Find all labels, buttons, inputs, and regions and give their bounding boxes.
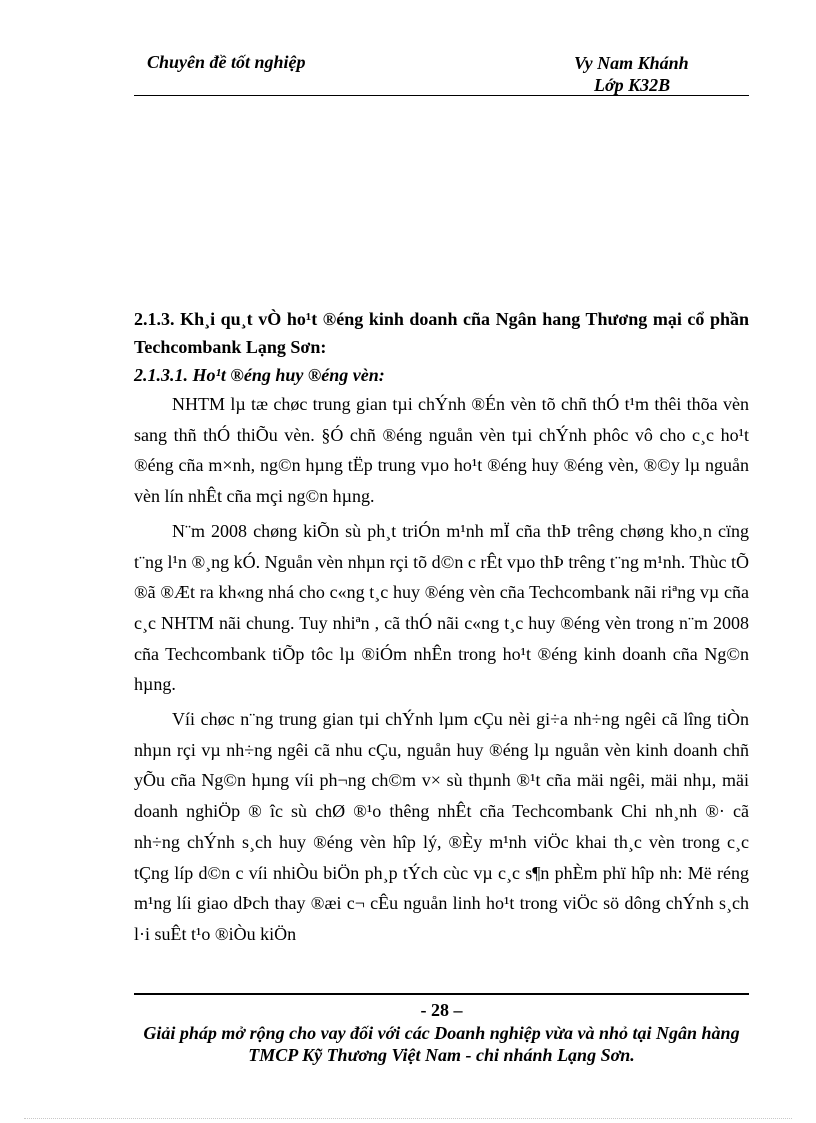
- page-bottom-dotted-line: [24, 1118, 792, 1119]
- header-author-name: Vy Nam Khánh: [574, 53, 689, 73]
- header-divider: [134, 95, 749, 96]
- footer-divider: [134, 993, 749, 995]
- page-footer: [134, 993, 749, 1066]
- page-number: - 28 –: [420, 1000, 463, 1020]
- page-content: [134, 305, 749, 954]
- header-report-type: Chuyên đề tốt nghiệp: [147, 52, 306, 72]
- header-class: Lớp K32B: [594, 75, 671, 95]
- header-author-block: [574, 52, 689, 96]
- footer-thesis-title: Giải pháp mở rộng cho vay đối với các Doanh nghiệp vừa và nhỏ tại Ngân hàng TMCP Kỹ Thương Việt Nam - chi nhánh Lạng Sơn.: [143, 1023, 740, 1065]
- body-paragraph: Víi chøc n¨ng trung gian tµi chÝnh lµm cÇu nèi gi÷a nh÷ng ngêi cã lîng tiÒn nhµn rçi vµ nh÷ng ngêi cã nhu cÇu, nguån huy ®éng lµ nguån vèn kinh doanh chñ yÕu cña Ng©n hµng víi ph¬ng ch©m v× sù thµnh ®¹t cña mäi ngêi, mäi nhµ, mäi doanh nghiÖp ® îc sù chØ ®¹o thêng nhÊt cña Techcombank Chi nh¸nh ®· cã nh÷ng chÝnh s¸ch huy ®éng vèn hîp lý, ®Èy m¹nh viÖc khai th¸c vèn trong c¸c tÇng líp d©n c víi nhiÒu biÖn ph¸p tÝch cùc vµ c¸c s¶n phÈm phï hîp nh: Më réng m¹ng líi giao dÞch thay ®æi c¬ cÊu nguån linh ho¹t trong viÖc sö dông chÝnh s¸ch l·i suÊt t¹o ®iÒu kiÖn: [134, 709, 749, 944]
- page-header: [134, 52, 749, 96]
- body-paragraph: N¨m 2008 chøng kiÕn sù ph¸t triÓn m¹nh mÏ cña thÞ trêng chøng kho¸n cïng t¨ng l¹n ®¸ng kÓ. Nguån vèn nhµn rçi tõ d©n c rÊt vµo thÞ trêng t¨ng m¹nh. Thùc tÕ ®ã ®Æt ra kh«ng nhá cho c«ng t¸c huy ®éng vèn cña Techcombank nãi riªng vµ cña c¸c NHTM nãi chung. Tuy nhiªn , cã thÓ nãi c«ng t¸c huy ®éng vèn trong n¨m 2008 cña Techcombank tiÕp tôc lµ ®iÓm nhÊn trong ho¹t ®éng kinh doanh cña Ng©n hµng.: [134, 520, 749, 695]
- section-heading: 2.1.3. Kh¸i qu¸t vÒ ho¹t ®éng kinh doanh cña Ngân hang Thương mại cổ phần Techcombank Lạng Sơn:: [134, 309, 749, 357]
- body-paragraph: NHTM lµ tæ chøc trung gian tµi chÝnh ®Én vèn tõ chñ thÓ t¹m thêi thõa vèn sang thñ thÓ thiÕu vèn. §Ó chñ ®éng nguån vèn tµi chÝnh phôc vô cho c¸c ho¹t ®éng cña m×nh, ng©n hµng tËp trung vµo ho¹t ®éng huy ®éng vèn, ®©y lµ nguån vèn lín nhÊt cña mçi ng©n hµng.: [134, 394, 749, 507]
- section-subheading: 2.1.3.1. Ho¹t ®éng huy ®éng vèn:: [134, 365, 385, 385]
